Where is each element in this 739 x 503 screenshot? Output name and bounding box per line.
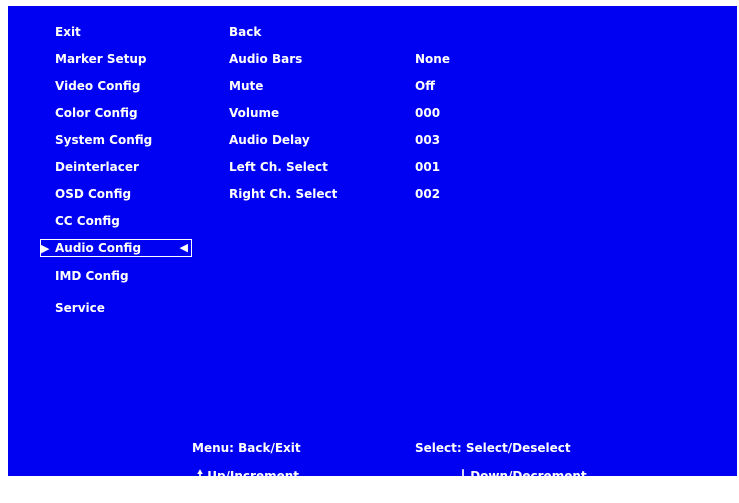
submenu-item-audio-delay[interactable]: Audio Delay — [229, 133, 310, 147]
submenu-item-audio-bars[interactable]: Audio Bars — [229, 52, 303, 66]
arrow-up-icon: 🠕 — [197, 468, 204, 484]
submenu-item-volume[interactable]: Volume — [229, 106, 280, 120]
up-hint-label: Up/Increment — [207, 469, 300, 483]
up-hint — [197, 468, 299, 484]
menu-item-osd-config[interactable]: OSD Config — [55, 187, 132, 201]
menu-hint: Menu: Back/Exit — [192, 441, 301, 455]
volume-value: 000 — [415, 106, 441, 120]
down-hint — [460, 468, 587, 484]
submenu-item-back[interactable]: Back — [229, 25, 262, 39]
select-hint: Select: Select/Deselect — [415, 441, 571, 455]
menu-item-audio-config-label: Audio Config — [55, 241, 142, 255]
menu-item-color-config[interactable]: Color Config — [55, 106, 138, 120]
osd-menu-screen — [8, 6, 737, 484]
menu-item-exit[interactable]: Exit — [55, 25, 81, 39]
arrow-down-icon: 🠗 — [460, 468, 467, 484]
selection-arrow-right-icon: ▶ — [41, 242, 50, 255]
selection-arrow-left-icon: ◀ — [179, 241, 188, 254]
menu-item-system-config[interactable]: System Config — [55, 133, 153, 147]
submenu-item-mute[interactable]: Mute — [229, 79, 264, 93]
submenu-item-left-ch-select[interactable]: Left Ch. Select — [229, 160, 328, 174]
audio-delay-value: 003 — [415, 133, 441, 147]
submenu-item-right-ch-select[interactable]: Right Ch. Select — [229, 187, 338, 201]
menu-item-marker-setup[interactable]: Marker Setup — [55, 52, 147, 66]
menu-item-video-config[interactable]: Video Config — [55, 79, 141, 93]
audio-bars-value: None — [415, 52, 450, 66]
mute-value: Off — [415, 79, 435, 93]
menu-item-deinterlacer[interactable]: Deinterlacer — [55, 160, 139, 174]
menu-item-cc-config[interactable]: CC Config — [55, 214, 120, 228]
down-hint-label: Down/Decrement — [470, 469, 587, 483]
menu-item-service[interactable]: Service — [55, 301, 105, 315]
menu-item-imd-config[interactable]: IMD Config — [55, 269, 129, 283]
right-ch-select-value: 002 — [415, 187, 441, 201]
left-ch-select-value: 001 — [415, 160, 441, 174]
menu-item-audio-config[interactable] — [41, 240, 191, 256]
